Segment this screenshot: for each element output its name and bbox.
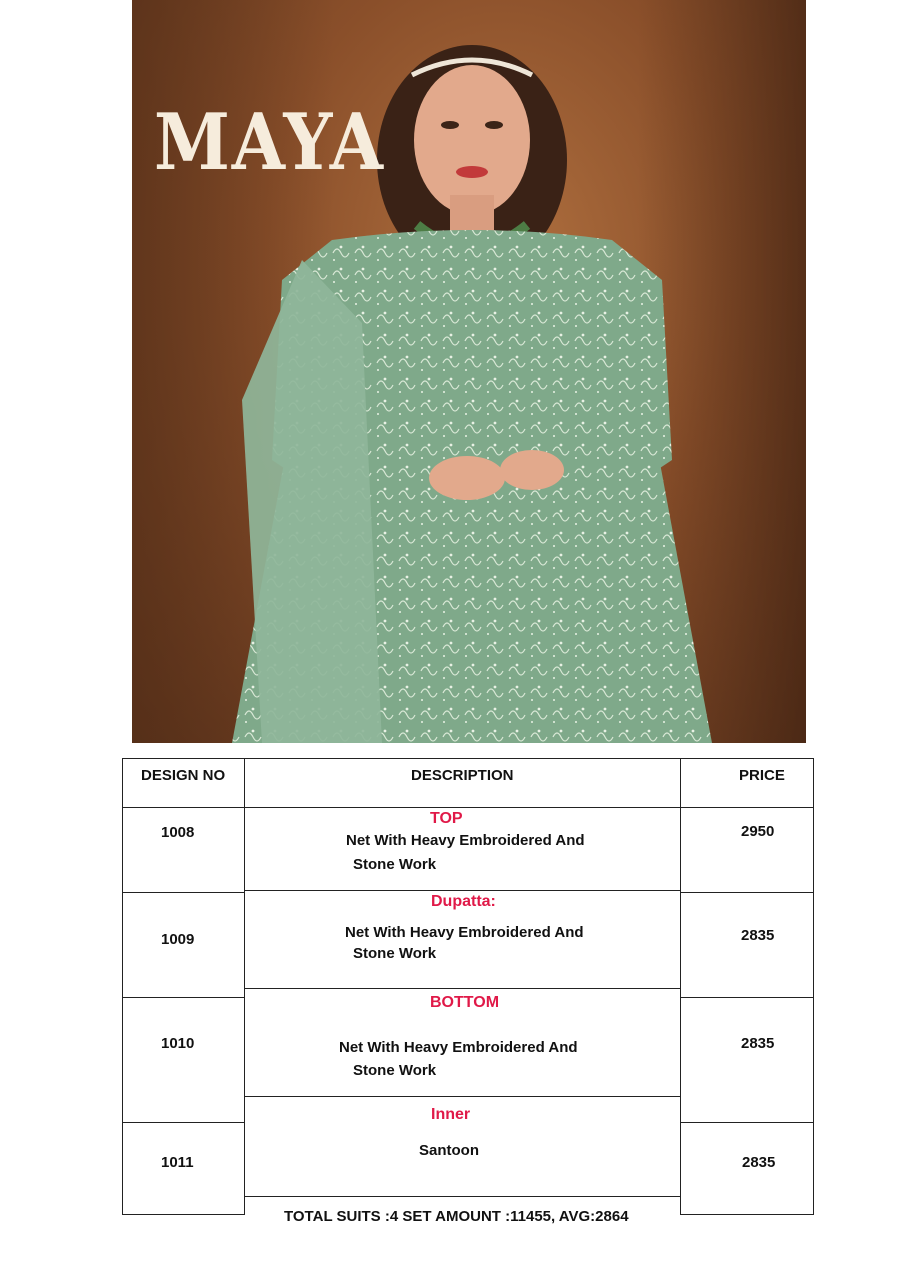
description-heading: BOTTOM	[430, 994, 500, 1011]
description-cell	[244, 1096, 681, 1197]
table-row	[122, 997, 245, 1123]
price-value: 2835	[741, 1035, 775, 1052]
price-cell	[680, 892, 814, 998]
header-design-no: DESIGN NO	[141, 767, 226, 784]
design-no: 1011	[161, 1154, 194, 1171]
price-value: 2835	[742, 1154, 776, 1171]
description-heading: Dupatta:	[431, 893, 496, 910]
price-value: 2950	[741, 823, 775, 840]
price-cell	[680, 807, 814, 893]
description-heading: Inner	[431, 1106, 471, 1123]
description-line: Net With Heavy Embroidered And	[339, 1039, 578, 1056]
table-row	[122, 807, 245, 893]
header-price-cell	[680, 758, 814, 808]
description-line: Santoon	[419, 1142, 479, 1159]
price-cell	[680, 997, 814, 1123]
table-row	[122, 1122, 245, 1215]
header-price: PRICE	[739, 767, 785, 784]
price-cell	[680, 1122, 814, 1215]
table-row	[122, 892, 245, 998]
header-design-cell	[122, 758, 245, 808]
model-photo	[132, 0, 806, 743]
design-no: 1008	[161, 824, 195, 841]
description-line: Net With Heavy Embroidered And	[345, 924, 584, 941]
description-line: Stone Work	[353, 945, 437, 962]
brand-logo: MAYA	[154, 97, 385, 188]
design-no: 1009	[161, 931, 195, 948]
header-description-cell	[244, 758, 681, 808]
design-no: 1010	[161, 1035, 195, 1052]
description-cell	[244, 890, 681, 989]
description-heading: TOP	[430, 810, 463, 827]
header-description: DESCRIPTION	[411, 767, 514, 784]
total-summary: TOTAL SUITS :4 SET AMOUNT :11455, AVG:2864	[284, 1208, 629, 1225]
price-value: 2835	[741, 927, 775, 944]
description-line: Stone Work	[353, 1062, 437, 1079]
description-cell	[244, 988, 681, 1097]
description-line: Stone Work	[353, 856, 437, 873]
description-cell	[244, 807, 681, 891]
description-line: Net With Heavy Embroidered And	[346, 832, 585, 849]
